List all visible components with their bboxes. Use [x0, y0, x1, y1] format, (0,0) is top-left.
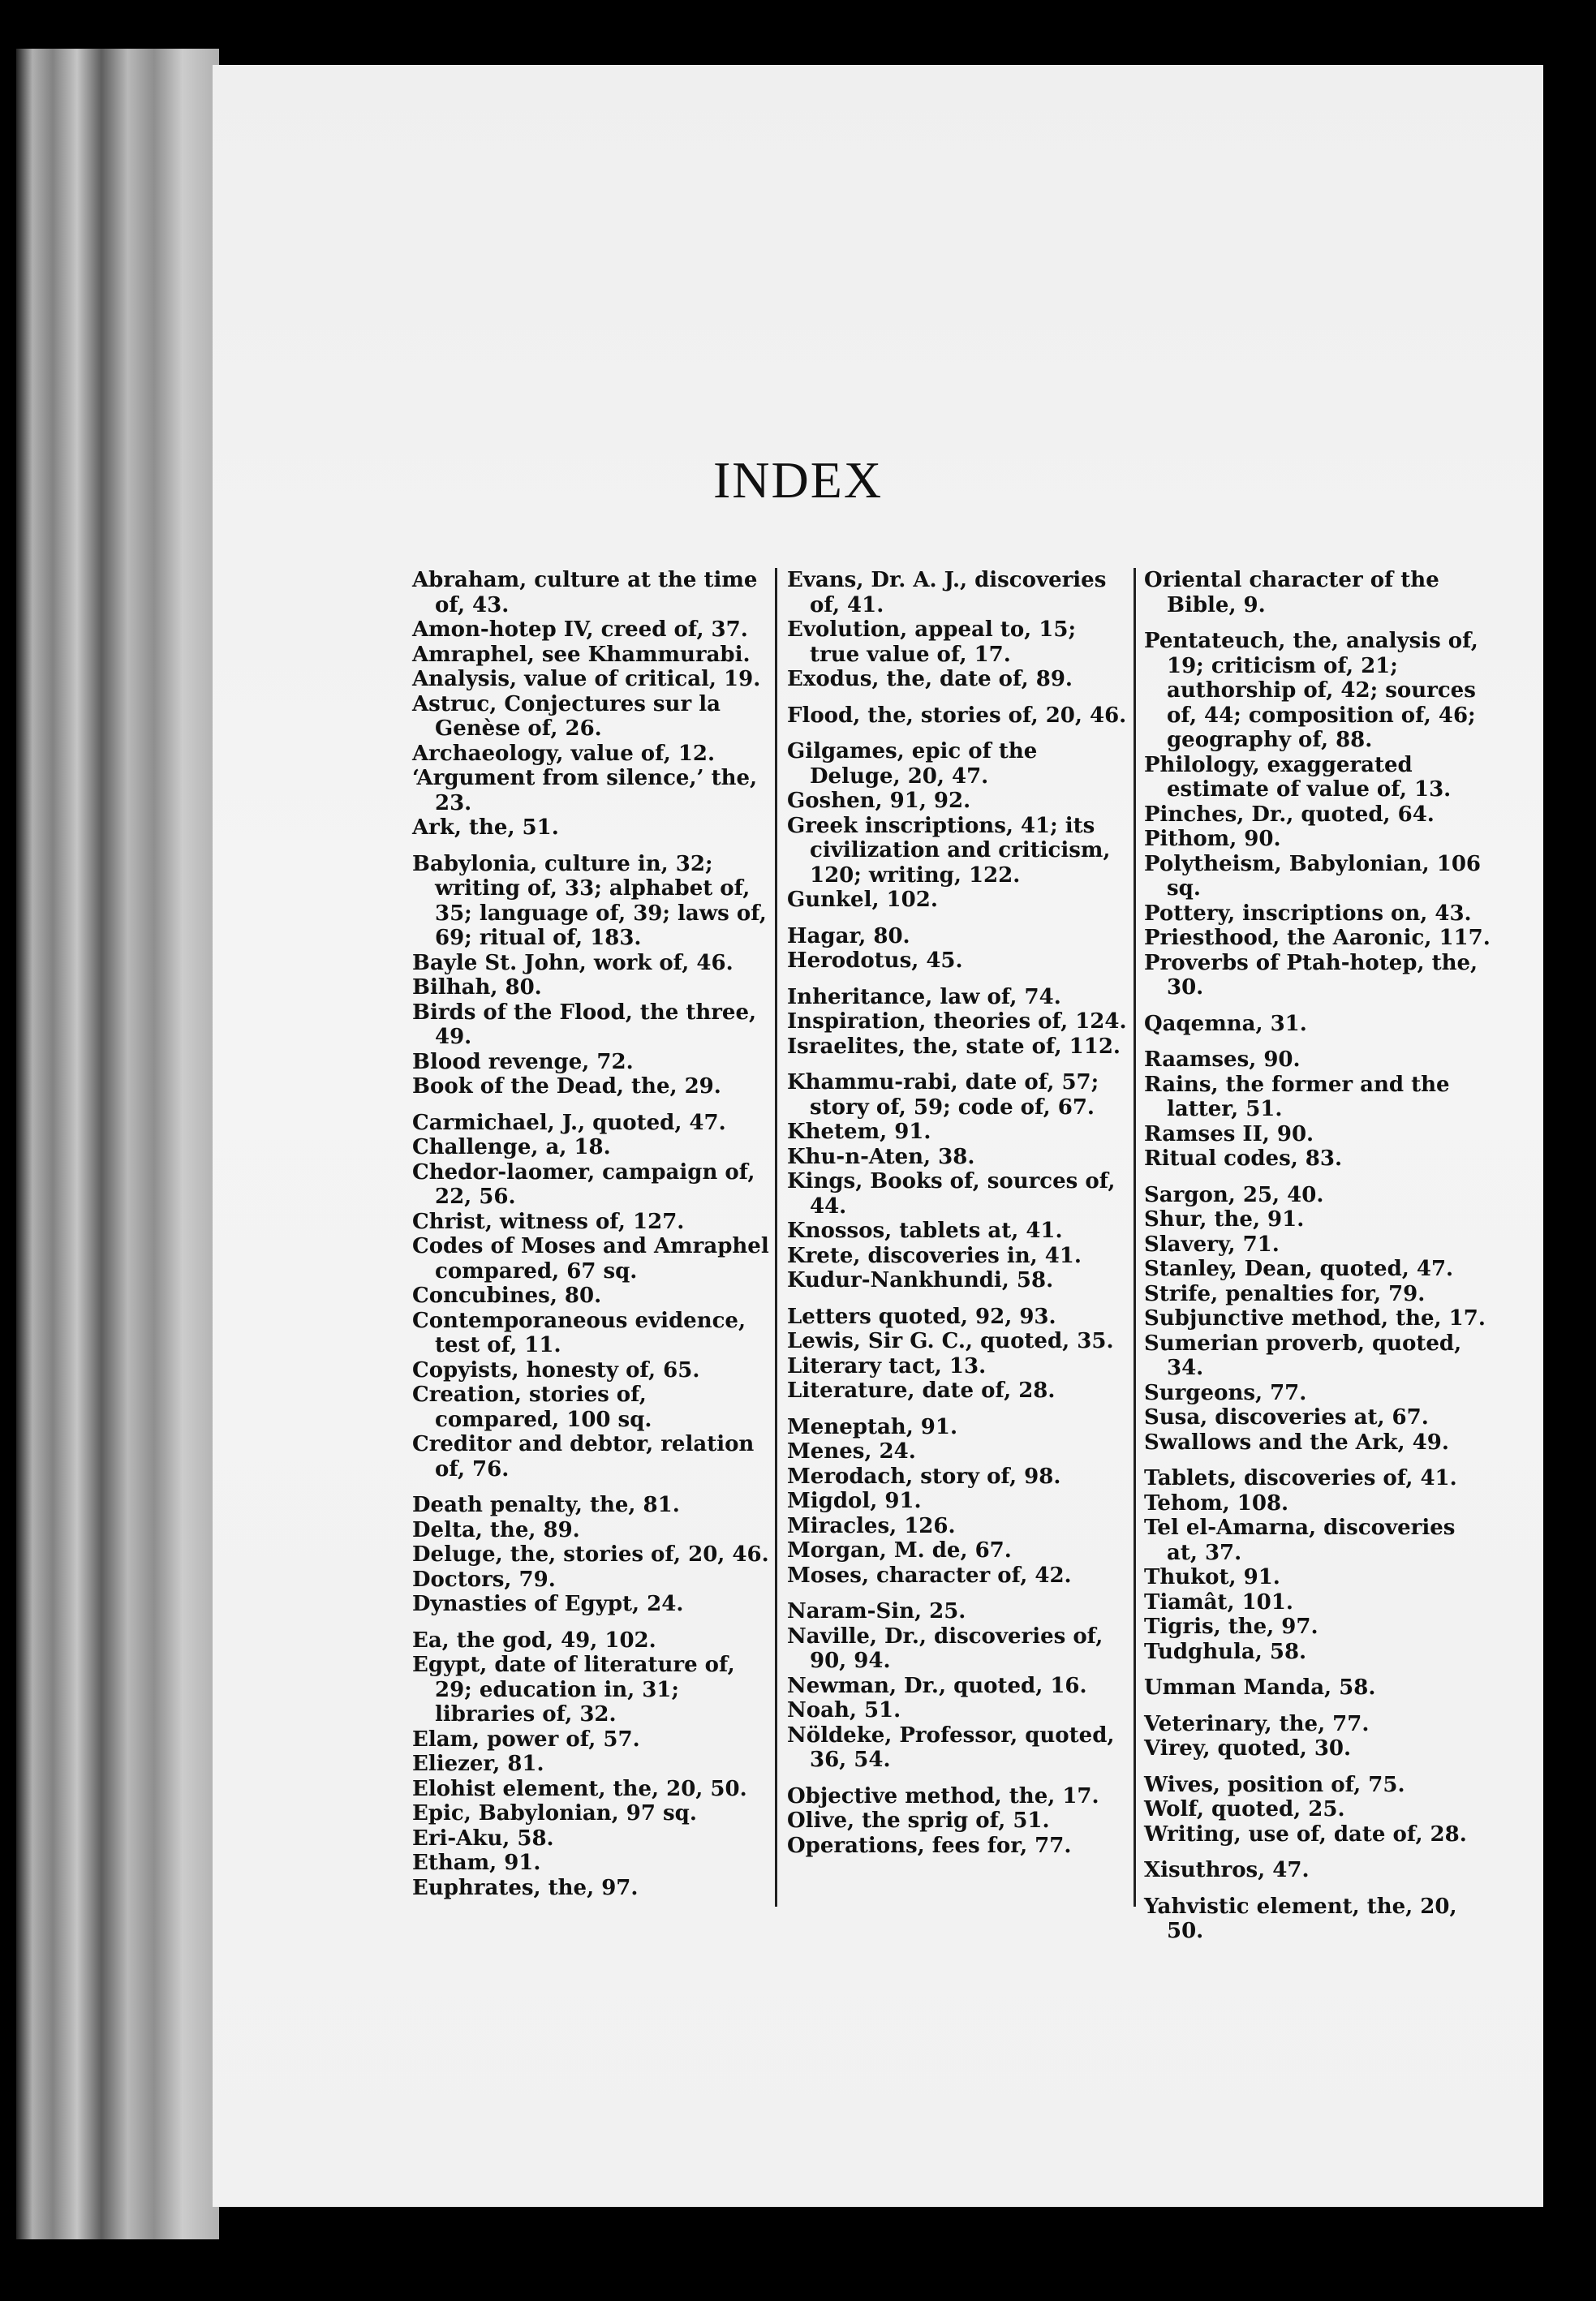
index-entry: Tablets, discoveries of, 41. — [1144, 1466, 1457, 1490]
index-entry: Bilhah, 80. — [412, 975, 542, 1000]
index-entry: Pithom, 90. — [1144, 827, 1281, 851]
index-entry: Epic, Babylonian, 97 sq. — [412, 1801, 697, 1826]
index-entry: Delta, the, 89. — [412, 1517, 580, 1542]
index-entry: Tehom, 108. — [1144, 1490, 1289, 1516]
index-entry: Kudur-Nankhundi, 58. — [787, 1268, 1054, 1292]
index-entry: Sargon, 25, 40. — [1144, 1182, 1324, 1207]
index-entry: Analysis, value of critical, 19. — [412, 667, 761, 691]
index-entry: Polytheism, Babylonian, 106 sq. — [1144, 851, 1481, 901]
index-entry: Pinches, Dr., quoted, 64. — [1144, 802, 1435, 827]
index-entry: Abraham, culture at the time of, 43. — [412, 568, 758, 617]
column-divider — [775, 568, 777, 1907]
index-column-1 — [412, 568, 769, 1900]
index-entry: Olive, the sprig of, 51. — [787, 1809, 1050, 1833]
index-entry: Flood, the, stories of, 20, 46. — [787, 703, 1127, 728]
index-entry: Yahvistic element, the, 20, 50. — [1144, 1894, 1457, 1943]
index-entry: Susa, discoveries at, 67. — [1144, 1405, 1429, 1430]
index-entry: Swallows and the Ark, 49. — [1144, 1430, 1449, 1455]
index-entry: Thukot, 91. — [1144, 1565, 1280, 1589]
index-entry: Greek inscriptions, 41; its civilization and criticism, 120; writing, 122. — [787, 813, 1111, 888]
index-entry: Meneptah, 91. — [787, 1414, 958, 1439]
index-entry: Etham, 91. — [412, 1851, 541, 1875]
index-entry: Inspiration, theories of, 124. — [787, 1009, 1127, 1034]
index-entry: Archaeology, value of, 12. — [412, 741, 716, 766]
index-entry: Miracles, 126. — [787, 1513, 956, 1538]
index-entry: Shur, the, 91. — [1144, 1207, 1305, 1232]
index-entry: Menes, 24. — [787, 1439, 916, 1464]
index-entry: Pentateuch, the, analysis of, 19; criticism of, 21; authorship of, 42; sources of, 44; composition of, 46; geography of, 88. — [1144, 629, 1478, 752]
index-entry: Astruc, Conjectures sur la Genèse of, 26. — [412, 691, 721, 741]
index-entry: Elam, power of, 57. — [412, 1727, 640, 1752]
index-entry: Khu-n-Aten, 38. — [787, 1144, 975, 1169]
index-entry: Raamses, 90. — [1144, 1047, 1301, 1072]
index-entry: Qaqemna, 31. — [1144, 1011, 1307, 1036]
index-entry: Ritual codes, 83. — [1144, 1146, 1343, 1171]
index-entry: Kings, Books of, sources of, 44. — [787, 1169, 1116, 1219]
index-entry: Chedor-laomer, campaign of, 22, 56. — [412, 1159, 755, 1209]
index-entry: Evans, Dr. A. J., discoveries of, 41. — [787, 568, 1107, 617]
index-entry: Oriental character of the Bible, 9. — [1144, 568, 1439, 617]
index-entry: Dynasties of Egypt, 24. — [412, 1592, 684, 1616]
index-entry: Christ, witness of, 127. — [412, 1209, 685, 1234]
index-entry: Writing, use of, date of, 28. — [1144, 1821, 1467, 1847]
index-entry: Slavery, 71. — [1144, 1232, 1280, 1257]
index-entry: Stanley, Dean, quoted, 47. — [1144, 1257, 1454, 1281]
index-entry: Merodach, story of, 98. — [787, 1464, 1061, 1489]
index-entry: Bayle St. John, work of, 46. — [412, 950, 733, 975]
index-entry: Euphrates, the, 97. — [412, 1875, 639, 1900]
index-entry: Ea, the god, 49, 102. — [412, 1628, 656, 1653]
index-entry: Surgeons, 77. — [1144, 1380, 1307, 1405]
index-entry: Migdol, 91. — [787, 1489, 922, 1513]
index-entry: Veterinary, the, 77. — [1144, 1711, 1370, 1736]
index-entry: Amraphel, see Khammurabi. — [412, 642, 751, 667]
index-entry: Deluge, the, stories of, 20, 46. — [412, 1542, 769, 1567]
index-entry: Letters quoted, 92, 93. — [787, 1304, 1056, 1329]
index-entry: Codes of Moses and Amraphel compared, 67 sq. — [412, 1234, 769, 1284]
index-entry: Literary tact, 13. — [787, 1353, 987, 1378]
index-entry: Sumerian proverb, quoted, 34. — [1144, 1331, 1462, 1380]
index-entry: Virey, quoted, 30. — [1144, 1736, 1352, 1761]
column-divider — [1134, 568, 1136, 1907]
index-entry: Death penalty, the, 81. — [412, 1493, 680, 1517]
index-entry: Tel el-Amarna, discoveries at, 37. — [1144, 1516, 1456, 1565]
index-entry: Blood revenge, 72. — [412, 1049, 634, 1074]
book-spine-edge — [16, 49, 219, 2239]
index-entry: Tiamât, 101. — [1144, 1589, 1293, 1615]
index-entry: Philology, exaggerated estimate of value of, 13. — [1144, 752, 1452, 802]
index-entry: Gilgames, epic of the Deluge, 20, 47. — [787, 739, 1038, 789]
index-entry: Priesthood, the Aaronic, 117. — [1144, 926, 1491, 950]
index-entry: Goshen, 91, 92. — [787, 789, 971, 813]
index-entry: Objective method, the, 17. — [787, 1783, 1099, 1809]
index-entry: Gunkel, 102. — [787, 888, 938, 912]
index-entry: Doctors, 79. — [412, 1567, 556, 1592]
index-entry: Book of the Dead, the, 29. — [412, 1074, 721, 1099]
index-entry: Krete, discoveries in, 41. — [787, 1243, 1082, 1268]
index-entry: Egypt, date of literature of, 29; education in, 31; libraries of, 32. — [412, 1653, 735, 1727]
index-entry: Rains, the former and the latter, 51. — [1144, 1072, 1450, 1121]
index-entry: Umman Manda, 58. — [1144, 1675, 1376, 1700]
index-entry: Birds of the Flood, the three, 49. — [412, 1000, 757, 1049]
index-entry: Naram-Sin, 25. — [787, 1599, 966, 1624]
index-entry: Pottery, inscriptions on, 43. — [1144, 901, 1472, 926]
index-entry: Morgan, M. de, 67. — [787, 1538, 1012, 1563]
index-entry: Tudghula, 58. — [1144, 1639, 1307, 1664]
index-entry: Hagar, 80. — [787, 923, 910, 948]
index-entry: ‘Argument from silence,’ the, 23. — [412, 766, 758, 815]
index-entry: Copyists, honesty of, 65. — [412, 1357, 700, 1383]
index-entry: Elohist element, the, 20, 50. — [412, 1776, 747, 1801]
index-entry: Lewis, Sir G. C., quoted, 35. — [787, 1329, 1114, 1353]
index-entry: Tigris, the, 97. — [1144, 1615, 1319, 1639]
index-entry: Knossos, tablets at, 41. — [787, 1219, 1063, 1243]
index-entry: Eliezer, 81. — [412, 1752, 544, 1776]
index-entry: Literature, date of, 28. — [787, 1378, 1056, 1403]
index-entry: Wolf, quoted, 25. — [1144, 1797, 1345, 1821]
index-entry: Moses, character of, 42. — [787, 1563, 1072, 1588]
index-entry: Operations, fees for, 77. — [787, 1833, 1072, 1858]
index-entry: Noah, 51. — [787, 1698, 901, 1723]
page-title: INDEX — [712, 451, 884, 509]
index-entry: Concubines, 80. — [412, 1284, 602, 1308]
index-entry: Inheritance, law of, 74. — [787, 984, 1061, 1009]
index-entry: Xisuthros, 47. — [1144, 1858, 1310, 1882]
index-entry: Ark, the, 51. — [412, 815, 559, 840]
index-entry: Eri-Aku, 58. — [412, 1826, 554, 1851]
index-entry: Herodotus, 45. — [787, 948, 963, 973]
index-entry: Proverbs of Ptah-hotep, the, 30. — [1144, 950, 1478, 1000]
index-entry: Subjunctive method, the, 17. — [1144, 1306, 1486, 1331]
index-entry: Evolution, appeal to, 15; true value of, 17. — [787, 617, 1077, 667]
index-entry: Babylonia, culture in, 32; writing of, 33; alphabet of, 35; language of, 39; laws of, 69; ritual of, 183. — [412, 851, 767, 950]
index-entry: Israelites, the, state of, 112. — [787, 1034, 1121, 1059]
index-entry: Contemporaneous evidence, test of, 11. — [412, 1308, 746, 1357]
index-entry: Ramses II, 90. — [1144, 1121, 1314, 1146]
index-entry: Naville, Dr., discoveries of, 90, 94. — [787, 1624, 1103, 1673]
index-entry: Creation, stories of, compared, 100 sq. — [412, 1383, 652, 1432]
index-entry: Carmichael, J., quoted, 47. — [412, 1110, 726, 1135]
index-entry: Nöldeke, Professor, quoted, 36, 54. — [787, 1723, 1115, 1772]
index-entry: Challenge, a, 18. — [412, 1135, 611, 1159]
index-entry: Creditor and debtor, relation of, 76. — [412, 1432, 755, 1482]
index-column-3 — [1144, 568, 1493, 1944]
index-entry: Wives, position of, 75. — [1144, 1772, 1405, 1797]
index-column-2 — [787, 568, 1132, 1858]
index-entry: Newman, Dr., quoted, 16. — [787, 1673, 1087, 1698]
index-entry: Amon-hotep IV, creed of, 37. — [412, 617, 748, 642]
index-entry: Khammu-rabi, date of, 57; story of, 59; code of, 67. — [787, 1070, 1099, 1120]
index-entry: Khetem, 91. — [787, 1120, 931, 1144]
index-entry: Exodus, the, date of, 89. — [787, 667, 1073, 691]
index-entry: Strife, penalties for, 79. — [1144, 1281, 1426, 1306]
